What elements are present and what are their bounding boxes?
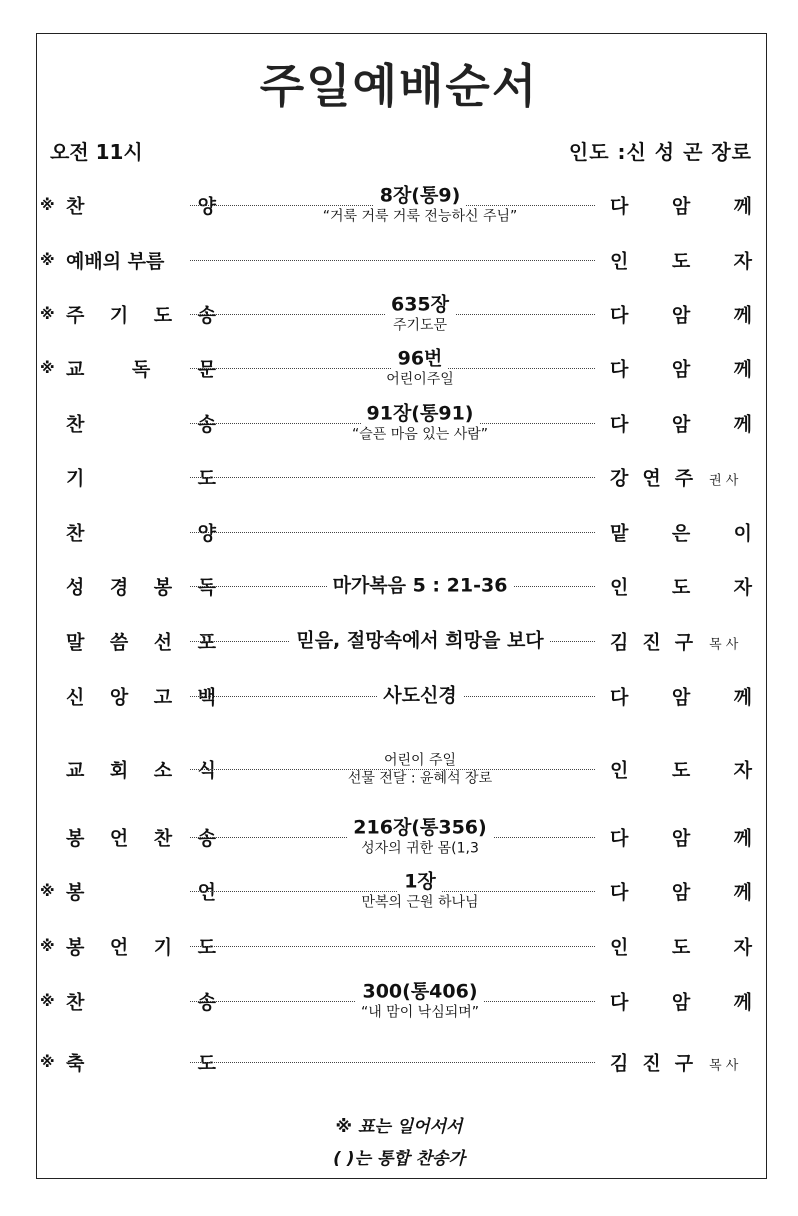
item-label-char: 회	[109, 759, 129, 782]
presenter-char: 다	[610, 881, 629, 904]
item-presenter	[610, 464, 752, 491]
service-item	[40, 343, 752, 393]
item-label-char: 언	[197, 881, 216, 904]
item-content	[220, 871, 620, 910]
presenter-char: 진	[642, 1052, 661, 1075]
standing-mark: ※	[40, 305, 55, 323]
note-standing: ※ 표는 일어서서	[335, 1117, 463, 1137]
presenter-char: 암	[671, 413, 691, 436]
presenter-char: 께	[733, 413, 752, 436]
item-sub-text: “슬픈 마음 있는 사람”	[346, 427, 494, 442]
item-content	[220, 576, 620, 597]
item-label-char: 포	[197, 631, 216, 654]
item-content	[220, 185, 620, 224]
item-label-char: 송	[197, 827, 216, 850]
item-main-text: 1장	[398, 871, 442, 892]
presenter-char: 께	[733, 304, 752, 327]
item-label-char: 송	[197, 413, 216, 436]
item-content	[220, 751, 620, 788]
standing-mark: ※	[40, 359, 55, 377]
presenter-char: 다	[610, 358, 629, 381]
item-content	[220, 294, 620, 333]
service-leader: 인도 :신 성 곤 장로	[568, 140, 752, 164]
item-label-char: 경	[109, 576, 129, 599]
item-label-char: 선	[153, 631, 173, 654]
item-presenter	[610, 1049, 752, 1076]
standing-mark: ※	[40, 196, 55, 214]
item-label-char: 봉	[153, 576, 173, 599]
item-label-char: 독	[131, 358, 151, 381]
item-presenter	[610, 683, 752, 710]
item-label-char: 주	[66, 304, 85, 327]
presenter-char: 암	[671, 686, 691, 709]
item-sub-text: “내 맘이 낙심되며”	[355, 1005, 485, 1020]
presenter-char: 께	[733, 991, 752, 1014]
item-presenter	[610, 933, 752, 960]
presenter-char: 께	[733, 358, 752, 381]
dotted-leader	[190, 1062, 595, 1063]
note-hymnal: ( )는 통합 찬송가	[333, 1149, 465, 1169]
service-item	[40, 1037, 752, 1087]
standing-mark: ※	[40, 937, 55, 955]
presenter-char: 인	[610, 576, 629, 599]
presenter-char: 자	[733, 576, 752, 599]
presenter-title: 목 사	[709, 1058, 739, 1074]
item-content	[220, 348, 620, 387]
item-content	[220, 631, 620, 652]
item-main-text: 마가복음 5 : 21-36	[327, 576, 514, 597]
service-item	[40, 812, 752, 862]
item-main-text: 8장(통9)	[374, 185, 467, 206]
item-sub-text: 만복의 근원 하나님	[355, 895, 484, 910]
item-label-char: 언	[109, 827, 129, 850]
service-item	[40, 921, 752, 971]
service-item	[40, 671, 752, 721]
standing-mark: ※	[40, 882, 55, 900]
presenter-char: 도	[671, 576, 691, 599]
service-item	[40, 398, 752, 448]
dotted-leader	[190, 477, 595, 478]
item-main-text: 96번	[392, 348, 449, 369]
item-label-char: 양	[197, 522, 216, 545]
service-item	[40, 235, 752, 285]
item-label-char: 봉	[66, 827, 85, 850]
presenter-char: 주	[674, 467, 694, 490]
service-item	[40, 976, 752, 1026]
item-main-text: 216장(통356)	[347, 817, 492, 838]
item-label-char: 도	[153, 304, 173, 327]
presenter-char: 인	[610, 936, 629, 959]
presenter-char: 자	[733, 250, 752, 273]
service-item	[40, 180, 752, 230]
service-item	[40, 452, 752, 502]
presenter-char: 다	[610, 304, 629, 327]
item-main-text: 91장(통91)	[361, 403, 480, 424]
presenter-char: 자	[733, 936, 752, 959]
item-label-char: 찬	[66, 413, 85, 436]
item-label-char: 소	[153, 759, 173, 782]
presenter-char: 께	[733, 195, 752, 218]
item-presenter	[610, 573, 752, 600]
item-label-char: 신	[66, 686, 85, 709]
service-item	[40, 561, 752, 611]
item-label-char: 찬	[66, 522, 85, 545]
item-label-char: 독	[197, 576, 216, 599]
presenter-char: 께	[733, 881, 752, 904]
item-content	[220, 981, 620, 1020]
dotted-leader	[190, 946, 595, 947]
item-label-char: 도	[197, 1052, 216, 1075]
standing-mark: ※	[40, 992, 55, 1010]
item-presenter	[610, 410, 752, 437]
item-presenter	[610, 628, 752, 655]
item-content	[220, 403, 620, 442]
item-label-char: 송	[197, 991, 216, 1014]
item-label-char: 예배의 부름	[66, 250, 165, 273]
presenter-char: 암	[671, 358, 691, 381]
item-main-text: 635장	[385, 294, 455, 315]
item-sub-text: 어린이 주일	[378, 754, 462, 769]
item-label-char: 백	[197, 686, 216, 709]
item-label-char: 교	[66, 358, 85, 381]
item-content	[220, 686, 620, 707]
presenter-char: 도	[671, 250, 691, 273]
item-main-text: 300(통406)	[356, 981, 483, 1002]
item-presenter	[610, 756, 752, 783]
presenter-char: 암	[671, 304, 691, 327]
presenter-char: 인	[610, 759, 629, 782]
presenter-char: 도	[671, 936, 691, 959]
presenter-char: 구	[674, 631, 694, 654]
presenter-char: 자	[733, 759, 752, 782]
item-label-char: 봉	[66, 881, 85, 904]
presenter-char: 께	[733, 686, 752, 709]
item-presenter	[610, 878, 752, 905]
presenter-char: 다	[610, 686, 629, 709]
item-presenter	[610, 355, 752, 382]
item-label-char: 문	[197, 358, 216, 381]
presenter-char: 암	[671, 195, 691, 218]
item-label-char: 식	[197, 759, 216, 782]
item-presenter	[610, 824, 752, 851]
service-item	[40, 616, 752, 666]
presenter-char: 은	[671, 522, 691, 545]
item-label-char: 성	[66, 576, 85, 599]
presenter-char: 다	[610, 991, 629, 1014]
presenter-char: 강	[610, 467, 629, 490]
presenter-char: 암	[671, 827, 691, 850]
dotted-leader	[190, 260, 595, 261]
page-title: 주일예배순서	[259, 59, 539, 113]
item-label-char: 송	[197, 304, 216, 327]
item-sub-text: 선물 전달 : 윤혜석 장로	[342, 772, 498, 787]
presenter-char: 이	[733, 522, 752, 545]
item-sub-text: “거룩 거룩 거룩 전능하신 주님”	[317, 209, 524, 224]
item-presenter	[610, 247, 752, 274]
item-label-char: 찬	[153, 827, 173, 850]
item-label-char: 기	[153, 936, 173, 959]
service-item	[40, 507, 752, 557]
item-main-text: 믿음, 절망속에서 희망을 보다	[290, 631, 549, 652]
item-label-char: 봉	[66, 936, 85, 959]
item-sub-text: 어린이주일	[380, 372, 460, 387]
service-item	[40, 289, 752, 339]
item-label-char: 앙	[109, 686, 129, 709]
presenter-char: 구	[674, 1052, 694, 1075]
item-label-char: 도	[197, 936, 216, 959]
presenter-title: 권 사	[709, 473, 739, 489]
item-sub-text: 성자의 귀한 몸(1,3	[355, 841, 485, 856]
item-presenter	[610, 988, 752, 1015]
item-label-char: 교	[66, 759, 85, 782]
item-label-char: 찬	[66, 991, 85, 1014]
item-presenter	[610, 301, 752, 328]
presenter-char: 인	[610, 250, 629, 273]
item-label-char: 기	[109, 304, 129, 327]
standing-mark: ※	[40, 251, 55, 269]
service-item	[40, 866, 752, 916]
item-presenter	[610, 192, 752, 219]
item-presenter	[610, 519, 752, 546]
presenter-char: 김	[610, 631, 629, 654]
item-label-char: 씀	[109, 631, 129, 654]
item-label-char: 말	[66, 631, 85, 654]
presenter-char: 께	[733, 827, 752, 850]
item-content	[220, 817, 620, 856]
presenter-char: 다	[610, 195, 629, 218]
presenter-char: 암	[671, 991, 691, 1014]
presenter-char: 암	[671, 881, 691, 904]
presenter-char: 다	[610, 413, 629, 436]
presenter-char: 연	[642, 467, 661, 490]
presenter-char: 진	[642, 631, 661, 654]
item-label-char: 고	[153, 686, 173, 709]
item-label-char: 기	[66, 467, 85, 490]
standing-mark: ※	[40, 1053, 55, 1071]
presenter-char: 김	[610, 1052, 629, 1075]
item-label-char: 도	[197, 467, 216, 490]
item-main-text: 사도신경	[377, 686, 462, 707]
item-label-char: 양	[197, 195, 216, 218]
item-sub-text: 주기도문	[387, 318, 453, 333]
presenter-title: 목 사	[709, 637, 739, 653]
service-item	[40, 744, 752, 794]
presenter-char: 맡	[610, 522, 629, 545]
item-label-char: 언	[109, 936, 129, 959]
item-label-char: 찬	[66, 195, 85, 218]
item-label-char: 축	[66, 1052, 85, 1075]
presenter-char: 다	[610, 827, 629, 850]
dotted-leader	[190, 532, 595, 533]
presenter-char: 도	[671, 759, 691, 782]
service-time: 오전 11시	[50, 140, 143, 164]
